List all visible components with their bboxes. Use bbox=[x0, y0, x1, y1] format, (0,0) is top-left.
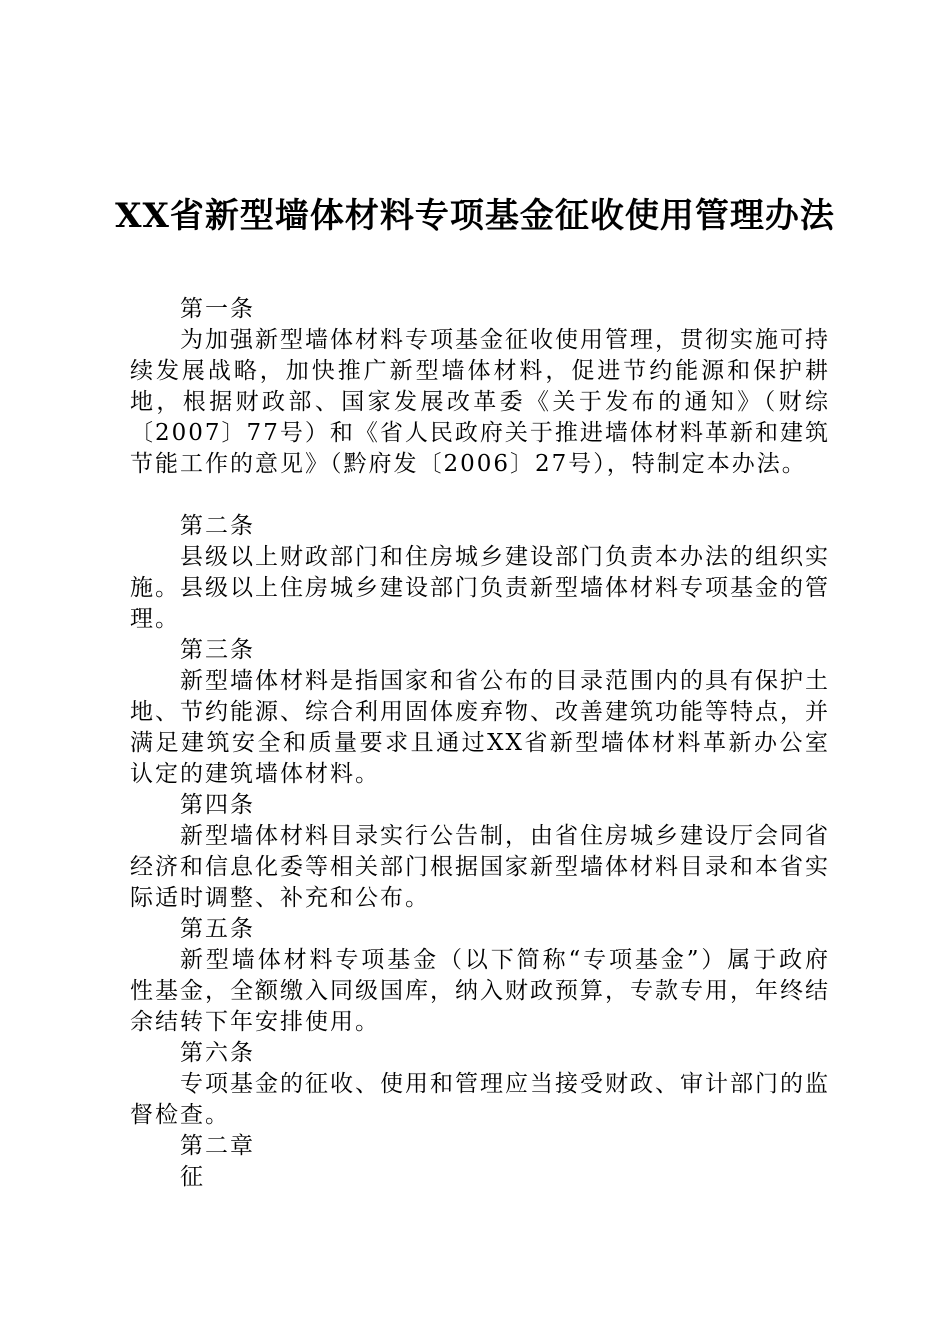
article-text-4: 新型墙体材料目录实行公告制，由省住房城乡建设厅会同省经济和信息化委等相关部门根据国家新型墙体材料目录和本省实际适时调整、补充和公布。 bbox=[130, 823, 830, 911]
article-heading-5: 第五条 bbox=[180, 916, 255, 942]
document-body bbox=[130, 294, 830, 1193]
article-heading-2: 第二条 bbox=[180, 513, 255, 539]
article-heading-6: 第六条 bbox=[180, 1040, 255, 1066]
article-text-5: 新型墙体材料专项基金（以下简称“专项基金”）属于政府性基金，全额缴入同级国库，纳入财政预算，专款专用，年终结余结转下年安排使用。 bbox=[130, 947, 830, 1035]
article-text-1: 为加强新型墙体材料专项基金征收使用管理，贯彻实施可持续发展战略，加快推广新型墙体材料，促进节约能源和保护耕地，根据财政部、国家发展改革委《关于发布的通知》（财综〔2007〕77号）和《省人民政府关于推进墙体材料革新和建筑节能工作的意见》（黔府发〔2006〕27号），特制定本办法。 bbox=[130, 327, 830, 477]
article-heading-4: 第四条 bbox=[180, 792, 255, 818]
article-heading-1: 第一条 bbox=[180, 296, 255, 322]
article-text-6: 专项基金的征收、使用和管理应当接受财政、审计部门的监督检查。 bbox=[130, 1071, 830, 1128]
document-title: XX省新型墙体材料专项基金征收使用管理办法 bbox=[115, 196, 835, 236]
chapter-heading-2: 第二章 bbox=[180, 1133, 255, 1159]
article-heading-3: 第三条 bbox=[180, 637, 255, 663]
chapter-title-fragment: 征 bbox=[180, 1164, 205, 1190]
article-text-3: 新型墙体材料是指国家和省公布的目录范围内的具有保护土地、节约能源、综合利用固体废弃物、改善建筑功能等特点，并满足建筑安全和质量要求且通过XX省新型墙体材料革新办公室认定的建筑墙体材料。 bbox=[130, 668, 830, 787]
article-text-2: 县级以上财政部门和住房城乡建设部门负责本办法的组织实施。县级以上住房城乡建设部门负责新型墙体材料专项基金的管理。 bbox=[130, 544, 830, 632]
